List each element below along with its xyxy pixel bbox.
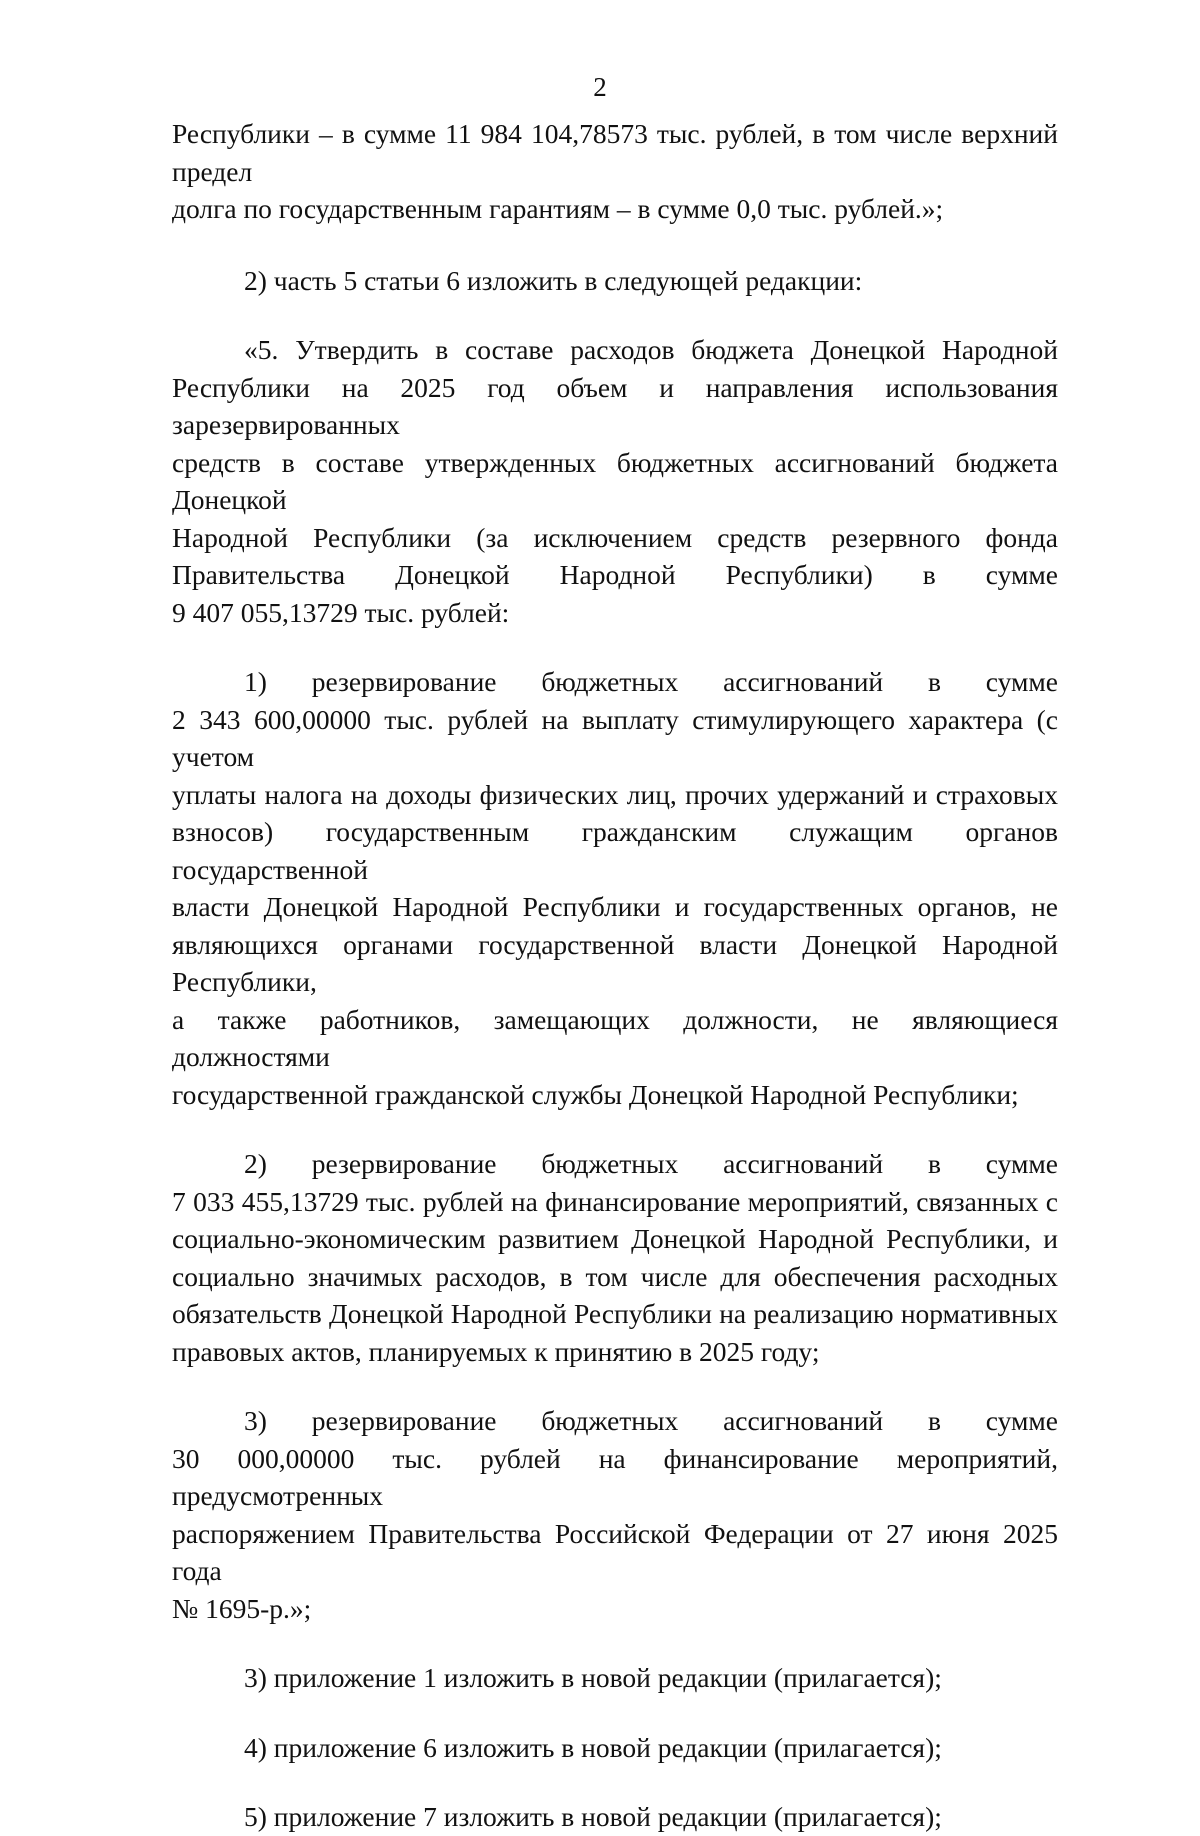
text-line: уплаты налога на доходы физических лиц, прочих удержаний и страховых (172, 778, 1058, 810)
text-line: 4) приложение 6 изложить в новой редакции (прилагается); (244, 1731, 942, 1763)
text-line: 2) резервирование бюджетных ассигнований в сумме (244, 1148, 1058, 1179)
text-line: а также работников, замещающих должности, не являющиеся должностями (172, 1003, 1058, 1072)
document-body (172, 115, 1058, 1836)
text-line: 3) приложение 1 изложить в новой редакции (прилагается); (244, 1662, 942, 1693)
text-line: 1) резервирование бюджетных ассигнований в сумме (244, 666, 1058, 697)
reserve-item-1 (172, 663, 1058, 1113)
text-line: власти Донецкой Народной Республики и государственных органов, не (172, 891, 1058, 922)
text-line: 9 407 055,13729 тыс. рублей: (172, 596, 510, 628)
text-line: Народной Республики (за исключением средств резервного фонда (172, 521, 1058, 553)
text-line: средств в составе утвержденных бюджетных ассигнований бюджета Донецкой (172, 446, 1058, 515)
text-line: «5. Утвердить в составе расходов бюджета Донецкой Народной (244, 334, 1058, 365)
item-2-heading (172, 262, 1058, 300)
text-line: 2 343 600,00000 тыс. рублей на выплату стимулирующего характера (с учетом (172, 703, 1058, 772)
text-line: 30 000,00000 тыс. рублей на финансирование мероприятий, предусмотренных (172, 1442, 1058, 1511)
text-line: правовых актов, планируемых к принятию в 2025 году; (172, 1335, 820, 1367)
reserve-item-3 (172, 1402, 1058, 1627)
text-line: взносов) государственным гражданским служащим органов государственной (172, 816, 1058, 885)
text-line: обязательств Донецкой Народной Республики на реализацию нормативных (172, 1298, 1058, 1329)
text-line: Республики – в сумме 11 984 104,78573 тыс. рублей, в том числе верхний предел (172, 118, 1058, 187)
quote-part-5 (172, 331, 1058, 631)
text-line: 2) часть 5 статьи 6 изложить в следующей редакции: (244, 264, 863, 296)
item-4 (172, 1729, 1058, 1767)
page-number: 2 (593, 72, 607, 102)
text-line: являющихся органами государственной власти Донецкой Народной Республики, (172, 928, 1058, 997)
reserve-item-2 (172, 1145, 1058, 1370)
text-line: социально значимых расходов, в том числе для обеспечения расходных (172, 1260, 1058, 1292)
text-line: Правительства Донецкой Народной Республики) в сумме (172, 559, 1058, 590)
text-line: государственной гражданской службы Донецкой Народной Республики; (172, 1078, 1019, 1110)
text-line: распоряжением Правительства Российской Федерации от 27 июня 2025 года (172, 1517, 1058, 1586)
continuation-paragraph (172, 115, 1058, 228)
text-line: долга по государственным гарантиям – в сумме 0,0 тыс. рублей.»; (172, 193, 944, 224)
text-line: социально-экономическим развитием Донецкой Народной Республики, и (172, 1223, 1058, 1254)
text-line: 7 033 455,13729 тыс. рублей на финансирование мероприятий, связанных с (172, 1185, 1058, 1217)
text-line: Республики на 2025 год объем и направления использования зарезервированных (172, 371, 1058, 440)
text-line: № 1695-р.»; (172, 1592, 312, 1624)
text-line: 3) резервирование бюджетных ассигнований в сумме (244, 1405, 1058, 1436)
text-line: 5) приложение 7 изложить в новой редакции (прилагается); (244, 1801, 942, 1832)
item-5 (172, 1798, 1058, 1836)
item-3 (172, 1659, 1058, 1697)
